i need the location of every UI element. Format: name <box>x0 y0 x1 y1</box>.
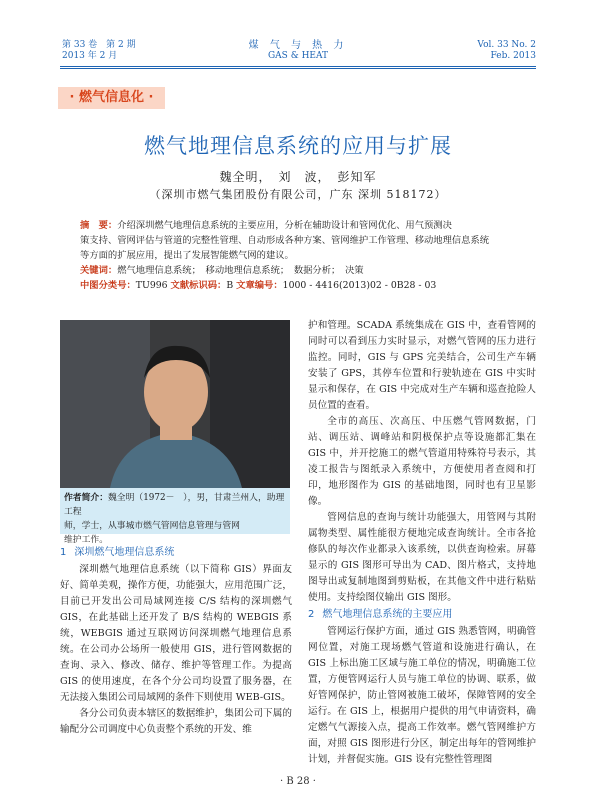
section-tag: · 燃气信息化 · <box>58 87 165 109</box>
section-1-heading <box>60 545 292 561</box>
bio-line: 维护工作。 <box>64 535 108 545</box>
abstract-block <box>80 218 516 293</box>
abstract-label: 摘 要： <box>80 220 118 231</box>
bio-label: 作者简介： <box>64 493 108 503</box>
body-paragraph: 深圳燃气地理信息系统（以下简称 GIS）界面友好、简单美观，操作方便，功能强大，应用范围广泛，目前已开发出公司局域网连接 C/S 结构的深圳燃气 GIS，在此基础上还开发了 B/S 结构的 WEBGIS 系统，WEBGIS 通过互联网访问深圳燃气地理信息系统。在公司办公场所一般使用 GIS，进行管网数据的查询、录入、修改、储存、维护等管理工作。为提高 GIS 的使用速度，在各个分公司均设置了服务器，在无法接入集团公司局域网的条件下则使用 WEB-GIS。 <box>60 564 292 703</box>
body-paragraph: 护和管理。SCADA 系统集成在 GIS 中，查看管网的同时可以看到压力实时显示，对燃气管网的压力进行监控。同时，GIS 与 GPS 完美结合，公司生产车辆安装了 GPS，其停车位置和行驶轨迹在 GIS 中实时显示和保存，在 GIS 中完成对生产车辆和巡查抢险人员位置的查看。 <box>308 320 536 411</box>
volume-issue: 第 33 卷 第 2 期 <box>62 40 136 50</box>
clc-value: TU996 <box>135 280 168 291</box>
author-affiliation: （深圳市燃气集团股份有限公司，广东 深圳 518172） <box>149 188 447 201</box>
right-column <box>308 318 536 768</box>
bio-line: 魏全明（1972－ ），男，甘肃兰州人，助理工程 <box>64 493 285 517</box>
author-bio <box>60 488 290 545</box>
abstract-line: 等方面的扩展应用，提出了发展智能燃气网的建议。 <box>80 250 294 261</box>
section-2-heading <box>308 607 536 623</box>
body-paragraph: 管网信息的查询与统计功能强大，用管网与其附属物类型、属性能很方便地完成查询统计。全市各抢修队的每次作业都录入该系统，以供查询检索。屏幕显示的 GIS 图形可导出为 CAD、图片格式，支持地图导出或复制地图到剪贴板，在其他文件中进行粘贴使用。支持绘图仪输出 GIS 图形。 <box>308 512 536 603</box>
page-number: · B 28 · <box>280 776 316 787</box>
left-column <box>60 544 292 738</box>
keywords-label: 关键词： <box>80 265 118 276</box>
bio-line: 师，学士，从事城市燃气管网信息管理与管网 <box>64 521 240 531</box>
journal-name-en: GAS & HEAT <box>267 51 329 61</box>
abstract-line: 介绍深圳燃气地理信息系统的主要应用，分析在辅助设计和管网优化、用气预测决 <box>117 220 452 231</box>
publication-date-en: Feb. 2013 <box>490 51 536 61</box>
volume-issue-en: Vol. 33 No. 2 <box>477 40 536 50</box>
article-number-label: 文章编号： <box>236 280 283 291</box>
keywords-text: 燃气地理信息系统； 移动地理信息系统； 数据分析； 决策 <box>117 265 364 276</box>
section-number: 2 <box>308 609 315 620</box>
body-paragraph: 各分公司负责本辖区的数据维护，集团公司下属的输配分公司调度中心负责整个系统的开发、维 <box>60 708 292 735</box>
doc-code-label: 文献标识码： <box>170 280 227 291</box>
section-title: 燃气地理信息系统的主要应用 <box>322 609 453 620</box>
author-photo <box>60 320 290 488</box>
clc-label: 中图分类号： <box>80 280 136 291</box>
body-paragraph: 管网运行保护方面，通过 GIS 熟悉管网，明确管网位置，对施工现场燃气管道和设施进行确认，在 GIS 上标出施工区域与施工单位的情况，明确施工位置，方便管网运行人员与施工单位的协调、联系，做好管网保护，防止管网被施工破坏，保障管网的安全运行。在 GIS 上，根据用户提供的用气申请资料，确定燃气气源接入点，提高工作效率。燃气管网维护方面，对照 GIS 图形进行分区，制定出每年的管网维护计划，并督促实施。GIS 设有完整性管理图 <box>308 626 536 765</box>
journal-name-cn: 煤 气 与 热 力 <box>248 40 348 51</box>
abstract-line: 策支持、管网评估与管道的完整性管理、自动形成各种方案、管网维护工作管理、移动地理信息系统 <box>80 235 490 246</box>
journal-volume-info-en <box>477 40 536 62</box>
section-number: 1 <box>60 547 67 558</box>
publication-date: 2013 年 2 月 <box>62 51 118 61</box>
header-rule-second <box>60 68 536 69</box>
article-title: 燃气地理信息系统的应用与扩展 <box>144 134 452 158</box>
doc-code-value: B <box>226 280 234 291</box>
header-rule <box>60 66 536 67</box>
section-title: 深圳燃气地理信息系统 <box>74 547 175 558</box>
article-authors: 魏全明， 刘 波， 彭知军 <box>219 170 377 184</box>
article-number-value: 1000 - 4416(2013)02 - 0B28 - 03 <box>282 280 437 291</box>
body-paragraph: 全市的高压、次高压、中压燃气管网数据，门站、调压站、调峰站和阴极保护点等设施都汇集在 GIS 中，并开挖施工的燃气管道用特殊符号表示，其凌工报告与图纸录入系统中，方便使用者查阅和打印，地形图作为 GIS 的基础地图，同时也有卫星影像。 <box>308 416 536 507</box>
author-photo-image <box>60 320 290 488</box>
